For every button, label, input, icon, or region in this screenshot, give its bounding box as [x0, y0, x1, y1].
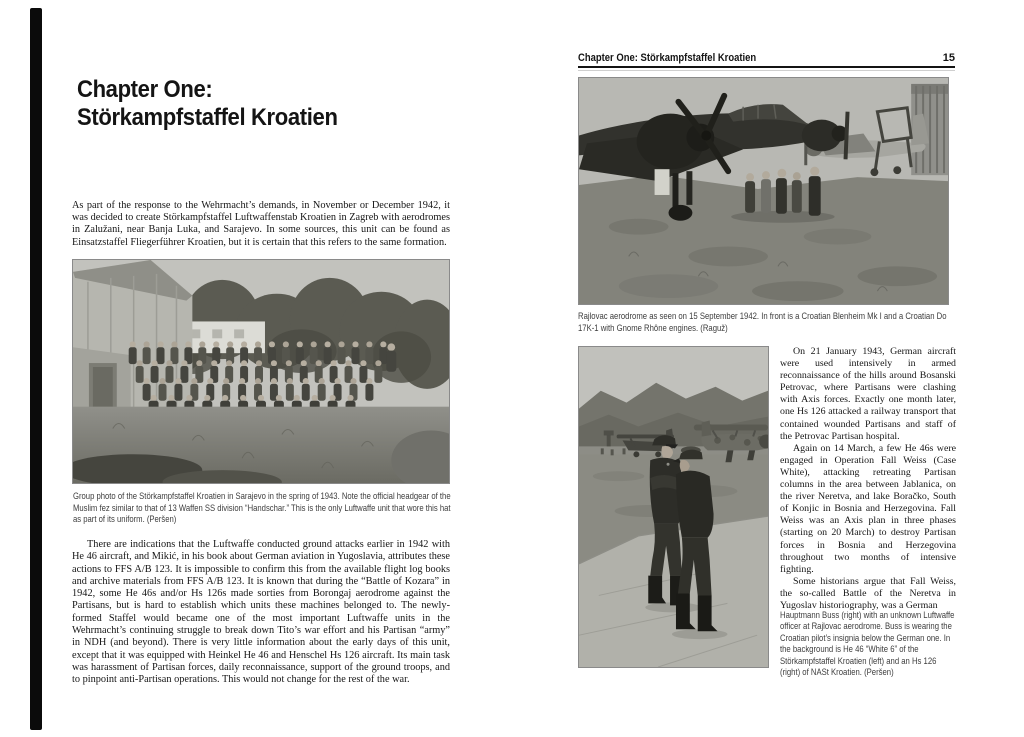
running-header [578, 52, 955, 66]
group-photo-illustration [73, 260, 449, 483]
chapter-title-line1: Chapter One: [77, 76, 213, 103]
header-rule-light [578, 70, 955, 71]
column-paragraph-1: On 21 January 1943, German aircraft were used intensively in armed reconnaissance of the hills around Bosanski Petrovac, where Partisans were clashing with Axis forces. Exactly one month later, one Hs 126 attacked a railway transport that contained wounded Partisans and staff of the Petrovac Partisan hospital. [780, 346, 956, 442]
running-header-title: Chapter One: Störkampfstaffel Kroatien [578, 52, 757, 64]
page-number: 15 [942, 52, 955, 64]
right-text-column [780, 346, 956, 612]
aerodrome-photo [578, 77, 949, 305]
intro-paragraph: As part of the response to the Wehrmacht’s demands, in November or December 1942, it was decided to create Störkampfstaffel Luftwaffenstab Kroatien in Zagreb with aerodromes in Zalužani, near Banja Luka, and Sarajevo. In some sources, this unit can be found as Einsatzstaffel Fliegerführer Kroatien, but it is certain that this refers to the same formation. [72, 200, 450, 248]
officers-photo-illustration [579, 347, 768, 667]
officers-photo-caption: Hauptmann Buss (right) with an unknown Luftwaffe officer at Rajlovac aerodrome. Buss is wearing the Croatian pilot’s insignia below the German one. In the background is He 46 “White 6” of the Störkampfstaffel Kroatien (left) and an Hs 126 (right) of NASt Kroatien. (Peršen) [780, 610, 955, 678]
group-photo [72, 259, 450, 484]
column-paragraph-3: Some historians argue that Fall Weiss, the so-called Battle of the Neretva in Yugoslav historiography, was a German [780, 575, 956, 611]
header-rule [578, 66, 955, 68]
chapter-title [77, 76, 338, 131]
body-paragraph: There are indications that the Luftwaffe conducted ground attacks earlier in 1942 with He 46 aircraft, and Mikić, in his book about German aviation in Yugoslavia, attributes these actions to FFS A/B 123. It is impossible to confirm this from the available flight log books and archive materials from FFS A/B 123. It is known that during the “Battle of Kozara” in 1942, some He 46s and/or Hs 126s made sorties from Borongaj aerodrome against the Partisans, but is hard to establish which units these machines belonged to. The newly-formed Staffel would became one of the most important Luftwaffe units in the Wehrmacht’s continuing struggle to break down Tito’s war effort and his Partisan “army” in NDH (and beyond). There is very little information about the early days of this unit, except that it was equipped with Heinkel He 46 and Henschel Hs 126 aircraft. Its main task was harassment of Partisan forces, daily reconnaissance, support of the ground troops, and to pinpoint anti-Partisan operations. This would not change for the rest of the war. [72, 539, 450, 686]
group-photo-caption: Group photo of the Störkampfstaffel Kroatien in Sarajevo in the spring of 1943. Note the official headgear of the Muslim fez similar to that of 13 Waffen SS division “Handschar.” This is the only Luftwaffe unit that wore this hat as part of its uniform. (Peršen) [73, 491, 451, 524]
officers-photo [578, 346, 769, 668]
aerodrome-photo-caption: Rajlovac aerodrome as seen on 15 September 1942. In front is a Croatian Blenheim Mk I and a Croatian Do 17K-1 with Gnome Rhône engines. (Raguž) [578, 311, 947, 333]
scan-edge-strip [30, 8, 42, 730]
chapter-title-line2: Störkampfstaffel Kroatien [77, 103, 338, 131]
column-paragraph-2: Again on 14 March, a few He 46s were engaged in Operation Fall Weiss (Case White), attacking retreating Partisan columns in the area between Jablanica, on the river Neretva, and lake Boračko, South of Konjic in Bosnia and Herzegovina. Fall Weiss was an Axis plan in three phases (starting on 20 March) to destroy Partisan forces in Bosnia and Herzegovina throughout two months of intensive fighting. [780, 442, 956, 575]
aerodrome-photo-illustration [579, 78, 948, 304]
